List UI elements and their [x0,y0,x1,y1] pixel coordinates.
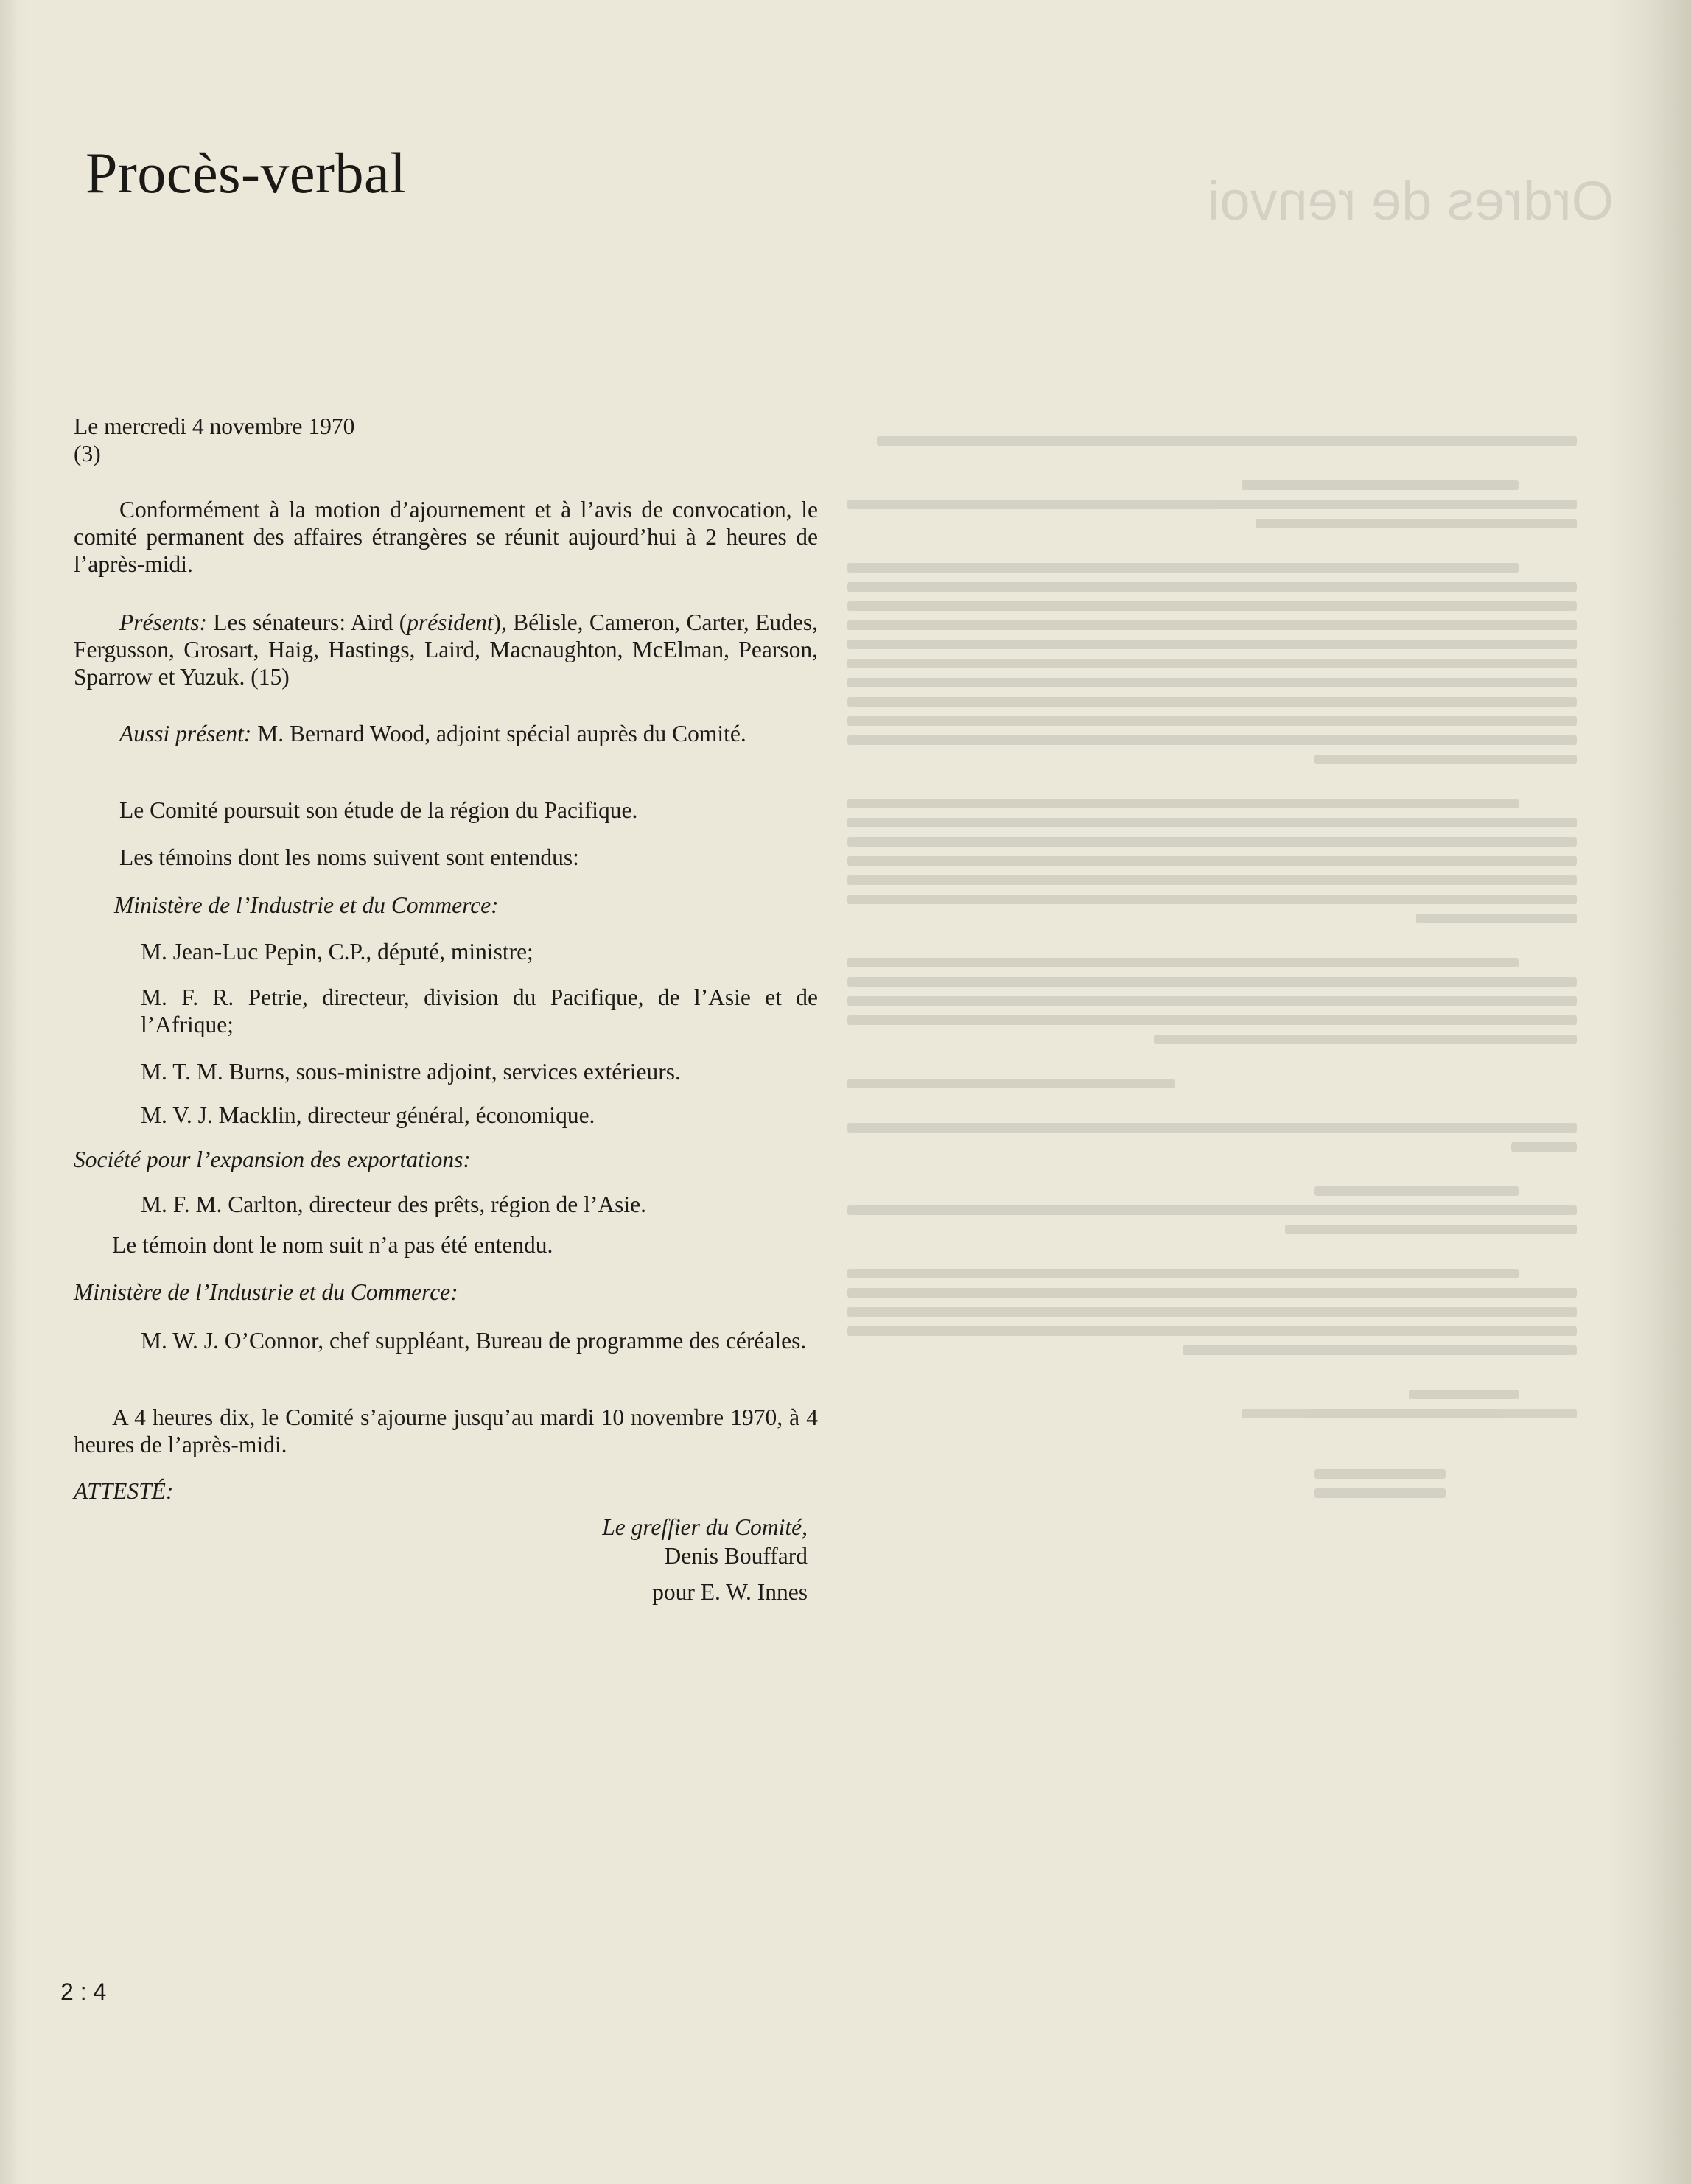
group2-heading: Société pour l’expansion des exportations: [74,1147,471,1172]
also-present-text: M. Bernard Wood, adjoint spécial auprès du Comité. [251,721,746,746]
study-line: Le Comité poursuit son étude de la région du Pacifique. [119,797,638,823]
witness-item: M. T. M. Burns, sous-ministre adjoint, services extérieurs. [141,1059,681,1085]
group3-heading: Ministère de l’Industrie et du Commerce: [74,1279,458,1305]
group2-witness: M. F. M. Carlton, directeur des prêts, région de l’Asie. [141,1191,646,1217]
meeting-date: Le mercredi 4 novembre 1970 [74,413,355,439]
not-heard-line: Le témoin dont le nom suit n’a pas été entendu. [112,1232,553,1258]
group1-heading: Ministère de l’Industrie et du Commerce: [114,892,499,918]
signature-title: Le greffier du Comité, [602,1514,808,1540]
also-present-label: Aussi présent: [119,721,252,746]
present-text-end: ), Bélisle, Cameron, Carter, Eudes, Fergusson, Grosart, Haig, Hastings, Laird, Macnaughton, McElman, Pearson, Sparrow et Yuzuk. (15) [74,609,818,690]
chair-label: président [407,609,494,635]
signature-for: pour E. W. Innes [652,1579,808,1605]
witness-item [141,984,818,1038]
signature-name: Denis Bouffard [664,1543,808,1569]
also-present-paragraph [74,720,818,747]
attested-label: ATTESTÉ: [74,1478,174,1504]
witnesses-heard-line: Les témoins dont les noms suivent sont entendus: [119,844,579,870]
witness-text: M. F. R. Petrie, directeur, division du Pacifique, de l’Asie et de l’Afrique; [141,984,818,1037]
page-title: Procès-verbal [85,141,407,205]
adjournment-paragraph: A 4 heures dix, le Comité s’ajourne jusqu’au mardi 10 novembre 1970, à 4 heures de l’après-midi. [74,1404,818,1457]
witness-item: M. V. J. Macklin, directeur général, économique. [141,1102,595,1128]
page-number: 2 : 4 [60,1978,107,2005]
witness-item: M. Jean-Luc Pepin, C.P., député, ministre; [141,939,533,965]
bleed-through-text [847,427,1577,1508]
group3-witness: M. W. J. O’Connor, chef suppléant, Bureau de programme des céréales. [141,1328,807,1354]
meeting-number: (3) [74,441,101,466]
page-right-edge [1650,0,1691,2184]
intro-paragraph: Conformément à la motion d’ajournement et à l’avis de convocation, le comité permanent des affaires étrangères se réunit aujourd’hui à 2 heures de l’après-midi. [74,497,818,577]
present-paragraph [74,609,818,690]
present-label: Présents: [119,609,207,635]
page-left-edge [0,0,16,2184]
bleed-through-heading: Ordres de renvoi [1207,170,1614,231]
present-text-start: Les sénateurs: Aird ( [206,609,407,635]
